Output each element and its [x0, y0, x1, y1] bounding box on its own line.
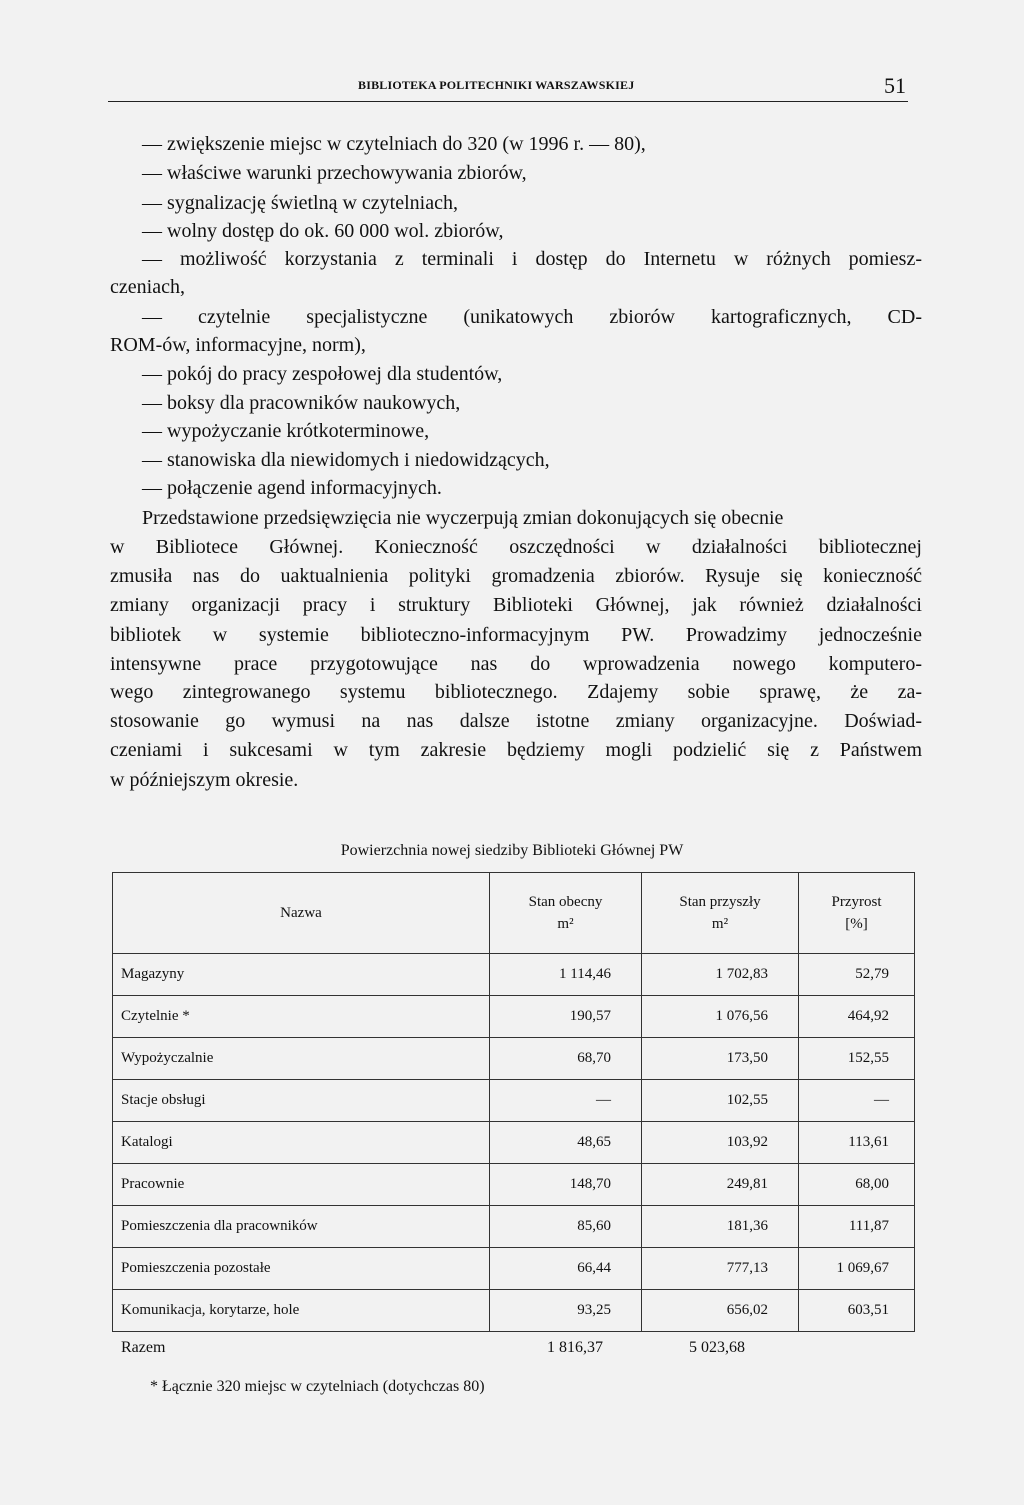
text-line: — zwiększenie miejsc w czytelniach do 320 (w 1996 r. — 80), [142, 133, 646, 155]
cell-current: 66,44 [490, 1248, 642, 1290]
cell-current: 48,65 [490, 1122, 642, 1164]
cell-future: 102,55 [642, 1080, 799, 1122]
cell-growth: 603,51 [799, 1290, 915, 1332]
table-row [113, 1080, 915, 1122]
cell-current: — [490, 1080, 642, 1122]
total-label: Razem [121, 1339, 166, 1356]
table-footnote: * Łącznie 320 miejsc w czytelniach (dotychczas 80) [150, 1378, 485, 1395]
text-line: — właściwe warunki przechowywania zbiorów, [142, 162, 527, 184]
text-line: stosowanie go wymusi na nas dalsze istotne zmiany organizacyjne. Doświad- [110, 710, 922, 732]
cell-current: 85,60 [490, 1206, 642, 1248]
cell-growth: — [799, 1080, 915, 1122]
cell-growth: 152,55 [799, 1038, 915, 1080]
cell-name: Katalogi [113, 1122, 490, 1164]
cell-growth: 464,92 [799, 996, 915, 1038]
cell-future: 103,92 [642, 1122, 799, 1164]
cell-growth: 68,00 [799, 1164, 915, 1206]
cell-name: Pomieszczenia pozostałe [113, 1248, 490, 1290]
text-line: zmiany organizacji pracy i struktury Biblioteki Głównej, jak również działalności [110, 594, 922, 616]
cell-name: Komunikacja, korytarze, hole [113, 1290, 490, 1332]
text-line: ROM-ów, informacyjne, norm), [110, 334, 366, 356]
table-row [113, 954, 915, 996]
text-line: intensywne prace przygotowujące nas do wprowadzenia nowego komputero- [110, 653, 922, 675]
running-header [108, 73, 908, 102]
table-row [113, 1206, 915, 1248]
cell-name: Magazyny [113, 954, 490, 996]
text-line: w późniejszym okresie. [110, 769, 299, 791]
text-line: — połączenie agend informacyjnych. [142, 477, 442, 499]
cell-growth: 52,79 [799, 954, 915, 996]
page-number: 51 [884, 73, 906, 98]
table-row [113, 996, 915, 1038]
cell-future: 656,02 [642, 1290, 799, 1332]
table-row [113, 1290, 915, 1332]
table-row [113, 1122, 915, 1164]
cell-current: 1 114,46 [490, 954, 642, 996]
cell-current: 190,57 [490, 996, 642, 1038]
text-line: — możliwość korzystania z terminali i dostęp do Internetu w różnych pomiesz- [142, 248, 922, 270]
cell-future: 777,13 [642, 1248, 799, 1290]
text-line: — boksy dla pracowników naukowych, [142, 392, 461, 414]
table-row [113, 1248, 915, 1290]
table-header-row [113, 873, 915, 954]
cell-name: Wypożyczalnie [113, 1038, 490, 1080]
text-line: w Bibliotece Głównej. Konieczność oszczędności w działalności bibliotecznej [110, 536, 922, 558]
cell-current: 148,70 [490, 1164, 642, 1206]
text-line: Przedstawione przedsięwzięcia nie wyczerpują zmian dokonujących się obecnie [142, 507, 784, 529]
text-line: wego zintegrowanego systemu bibliotecznego. Zdajemy sobie sprawę, że za- [110, 681, 922, 703]
cell-name: Pracownie [113, 1164, 490, 1206]
cell-name: Czytelnie * [113, 996, 490, 1038]
cell-future: 249,81 [642, 1164, 799, 1206]
header-name: Nazwa [113, 873, 490, 954]
text-line: — pokój do pracy zespołowej dla studentów, [142, 363, 503, 385]
cell-future: 1 076,56 [642, 996, 799, 1038]
table-caption: Powierzchnia nowej siedziby Biblioteki Głównej PW [340, 842, 684, 859]
text-line: — wolny dostęp do ok. 60 000 wol. zbiorów, [142, 220, 504, 242]
text-line: bibliotek w systemie biblioteczno-informacyjnym PW. Prowadzimy jednocześnie [110, 624, 922, 646]
table-row [113, 1164, 915, 1206]
text-line: czeniach, [110, 276, 185, 298]
text-line: — czytelnie specjalistyczne (unikatowych zbiorów kartograficznych, CD- [142, 306, 922, 328]
header-future: Stan przyszły m² [642, 873, 799, 954]
text-line: — sygnalizację świetlną w czytelniach, [142, 192, 458, 214]
text-line: zmusiła nas do uaktualnienia polityki gromadzenia zbiorów. Rysuje się konieczność [110, 565, 922, 587]
text-line: czeniami i sukcesami w tym zakresie będziemy mogli podzielić się z Państwem [110, 739, 922, 761]
text-line: — wypożyczanie krótkoterminowe, [142, 420, 430, 442]
table-row [113, 1038, 915, 1080]
cell-growth: 111,87 [799, 1206, 915, 1248]
area-table [112, 872, 915, 1332]
cell-current: 68,70 [490, 1038, 642, 1080]
header-growth: Przyrost [%] [799, 873, 915, 954]
cell-future: 1 702,83 [642, 954, 799, 996]
cell-current: 93,25 [490, 1290, 642, 1332]
total-current: 1 816,37 [547, 1339, 603, 1356]
cell-future: 173,50 [642, 1038, 799, 1080]
text-line: — stanowiska dla niewidomych i niedowidzących, [142, 449, 550, 471]
header-current: Stan obecny m² [490, 873, 642, 954]
cell-name: Stacje obsługi [113, 1080, 490, 1122]
cell-growth: 113,61 [799, 1122, 915, 1164]
total-future: 5 023,68 [689, 1339, 745, 1356]
cell-future: 181,36 [642, 1206, 799, 1248]
cell-growth: 1 069,67 [799, 1248, 915, 1290]
cell-name: Pomieszczenia dla pracowników [113, 1206, 490, 1248]
header-library-name: BIBLIOTEKA POLITECHNIKI WARSZAWSKIEJ [358, 78, 635, 92]
